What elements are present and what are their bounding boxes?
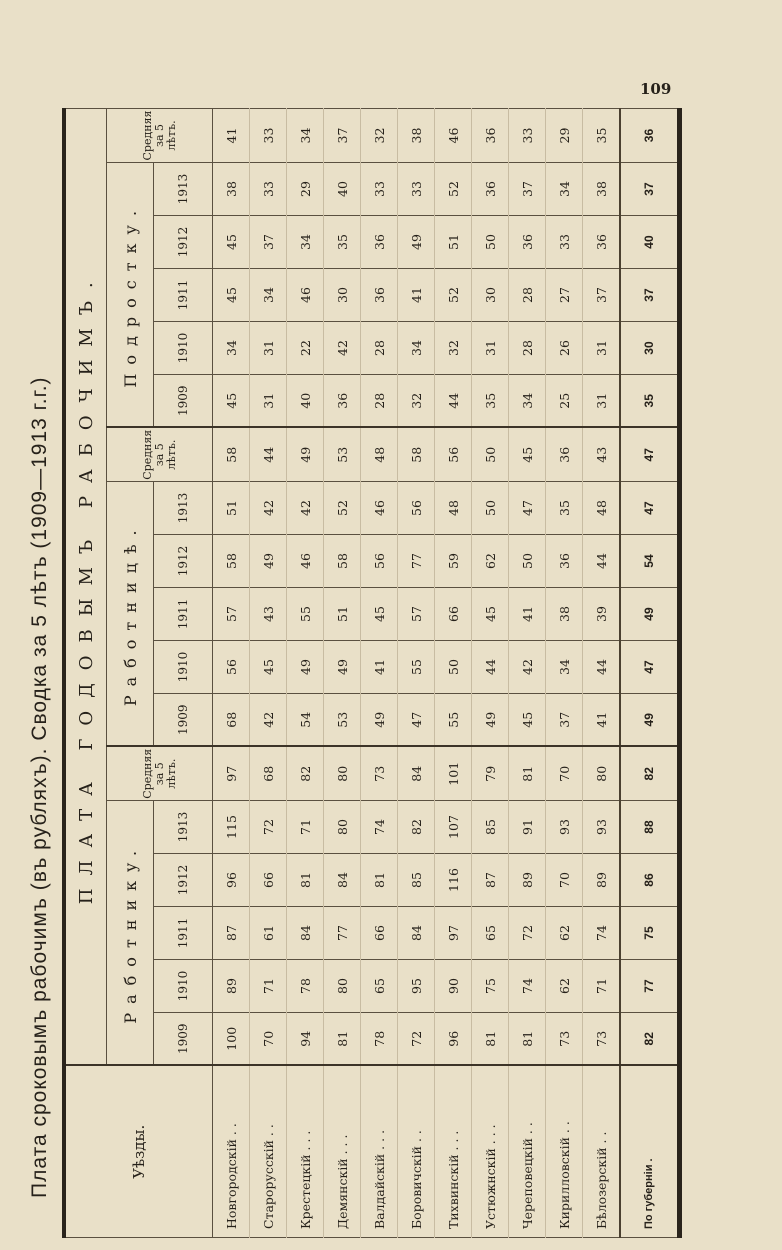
wage-cell: 66	[361, 907, 398, 960]
wage-cell: 46	[361, 482, 398, 535]
wage-cell: 81	[287, 854, 324, 907]
wage-cell: 41	[509, 588, 546, 641]
average-cell: 58	[213, 428, 250, 482]
wage-cell: 36	[361, 216, 398, 269]
wage-cell: 33	[546, 216, 583, 269]
wage-cell: 73	[583, 1013, 621, 1066]
wage-cell: 44	[472, 641, 509, 694]
average-cell: 84	[398, 747, 435, 801]
wage-cell: 49	[361, 694, 398, 747]
wage-cell: 84	[287, 907, 324, 960]
average-cell: 36	[620, 109, 679, 163]
avg-header-female-worker: Средняя за 5 лѣтъ.	[107, 428, 213, 482]
wage-cell: 45	[361, 588, 398, 641]
wage-cell: 87	[213, 907, 250, 960]
wage-cell: 52	[324, 482, 361, 535]
wage-cell: 51	[324, 588, 361, 641]
district-name: Старорусскій . .	[250, 1066, 287, 1238]
district-name: Кирилловскій . .	[546, 1066, 583, 1238]
wage-cell: 40	[324, 163, 361, 216]
wage-cell: 44	[583, 641, 621, 694]
wage-cell: 66	[435, 588, 472, 641]
wage-cell: 34	[213, 322, 250, 375]
wage-cell: 47	[398, 694, 435, 747]
wage-cell: 26	[546, 322, 583, 375]
wage-cell: 49	[287, 641, 324, 694]
wage-cell: 88	[620, 801, 679, 854]
wage-cell: 49	[250, 535, 287, 588]
average-cell: 46	[435, 109, 472, 163]
wage-cell: 82	[620, 1013, 679, 1066]
wage-cell: 41	[361, 641, 398, 694]
wage-cell: 52	[435, 269, 472, 322]
wage-cell: 56	[398, 482, 435, 535]
wage-cell: 37	[583, 269, 621, 322]
wage-cell: 50	[509, 535, 546, 588]
table-row	[250, 109, 287, 1238]
year-header: 1911	[154, 269, 213, 322]
wage-cell: 85	[398, 854, 435, 907]
wage-cell: 30	[620, 322, 679, 375]
wage-cell: 30	[472, 269, 509, 322]
wage-cell: 34	[546, 641, 583, 694]
wage-cell: 75	[620, 907, 679, 960]
wage-cell: 65	[361, 960, 398, 1013]
table-row	[361, 109, 398, 1238]
average-cell: 58	[398, 428, 435, 482]
wage-cell: 51	[213, 482, 250, 535]
wage-cell: 42	[287, 482, 324, 535]
district-name: Устюжнскій . . .	[472, 1066, 509, 1238]
main-header: ПЛАТА ГОДОВЫМЪ РАБОЧИМЪ.	[64, 109, 107, 1066]
wage-cell: 96	[213, 854, 250, 907]
wage-cell: 31	[583, 375, 621, 428]
year-header: 1909	[154, 375, 213, 428]
wage-cell: 45	[213, 375, 250, 428]
average-cell: 81	[509, 747, 546, 801]
wage-cell: 54	[620, 535, 679, 588]
wage-cell: 50	[435, 641, 472, 694]
wage-cell: 87	[472, 854, 509, 907]
wage-cell: 37	[620, 269, 679, 322]
district-name: Тихвинскій . . .	[435, 1066, 472, 1238]
wage-cell: 80	[324, 960, 361, 1013]
wage-cell: 81	[324, 1013, 361, 1066]
wage-cell: 49	[324, 641, 361, 694]
wage-cell: 31	[472, 322, 509, 375]
wage-cell: 44	[583, 535, 621, 588]
wage-cell: 72	[398, 1013, 435, 1066]
average-cell: 73	[361, 747, 398, 801]
wage-cell: 28	[509, 322, 546, 375]
wage-cell: 48	[583, 482, 621, 535]
average-cell: 45	[509, 428, 546, 482]
average-cell: 34	[287, 109, 324, 163]
wage-cell: 53	[324, 694, 361, 747]
wage-cell: 71	[250, 960, 287, 1013]
wage-cell: 57	[398, 588, 435, 641]
wage-cell: 46	[287, 269, 324, 322]
wage-cell: 34	[398, 322, 435, 375]
wage-cell: 38	[546, 588, 583, 641]
wage-cell: 56	[213, 641, 250, 694]
district-name: Крестецкій . . .	[287, 1066, 324, 1238]
group-header-adolescent: Подростку.	[107, 163, 154, 428]
wage-cell: 36	[546, 535, 583, 588]
district-name: Череповецкій . .	[509, 1066, 546, 1238]
wage-cell: 36	[324, 375, 361, 428]
wage-cell: 46	[287, 535, 324, 588]
wage-cell: 58	[324, 535, 361, 588]
wage-cell: 89	[583, 854, 621, 907]
wage-cell: 34	[509, 375, 546, 428]
district-name: Демянскій . . .	[324, 1066, 361, 1238]
wage-cell: 70	[546, 854, 583, 907]
wage-cell: 59	[435, 535, 472, 588]
wage-cell: 116	[435, 854, 472, 907]
average-cell: 44	[250, 428, 287, 482]
table-row	[435, 109, 472, 1238]
wage-cell: 74	[509, 960, 546, 1013]
average-cell: 32	[361, 109, 398, 163]
wage-cell: 78	[361, 1013, 398, 1066]
wage-cell: 71	[287, 801, 324, 854]
wage-table-container	[62, 110, 682, 1238]
wage-cell: 28	[361, 375, 398, 428]
wage-cell: 93	[546, 801, 583, 854]
average-cell: 50	[472, 428, 509, 482]
average-cell: 36	[546, 428, 583, 482]
wage-cell: 31	[250, 322, 287, 375]
average-cell: 80	[583, 747, 621, 801]
wage-cell: 57	[213, 588, 250, 641]
wage-cell: 42	[509, 641, 546, 694]
table-title: Плата сроковымъ рабочимъ (въ рубляхъ). Сводка за 5 лѣтъ (1909—1913 г.г.)	[28, 376, 51, 1198]
wage-cell: 61	[250, 907, 287, 960]
average-cell: 70	[546, 747, 583, 801]
wage-cell: 50	[472, 216, 509, 269]
wage-cell: 40	[287, 375, 324, 428]
wage-cell: 38	[213, 163, 250, 216]
table-row	[324, 109, 361, 1238]
avg-header-adolescent: Средняя за 5 лѣтъ.	[107, 109, 213, 163]
uezd-header: Уѣзды.	[64, 1066, 213, 1238]
wage-cell: 71	[583, 960, 621, 1013]
table-row	[472, 109, 509, 1238]
year-header: 1913	[154, 801, 213, 854]
average-cell: 37	[324, 109, 361, 163]
average-cell: 80	[324, 747, 361, 801]
wage-cell: 49	[620, 694, 679, 747]
wage-cell: 32	[398, 375, 435, 428]
wage-cell: 86	[620, 854, 679, 907]
wage-cell: 94	[287, 1013, 324, 1066]
district-name: Валдайскій . . .	[361, 1066, 398, 1238]
year-header: 1909	[154, 694, 213, 747]
wage-cell: 62	[472, 535, 509, 588]
wage-cell: 33	[361, 163, 398, 216]
wage-cell: 44	[435, 375, 472, 428]
wage-cell: 58	[213, 535, 250, 588]
year-header: 1912	[154, 535, 213, 588]
average-cell: 97	[213, 747, 250, 801]
wage-cell: 28	[509, 269, 546, 322]
average-cell: 36	[472, 109, 509, 163]
wage-cell: 42	[250, 694, 287, 747]
wage-table	[62, 108, 682, 1238]
wage-cell: 39	[583, 588, 621, 641]
wage-cell: 36	[472, 163, 509, 216]
wage-cell: 51	[435, 216, 472, 269]
total-label: По губерніи .	[620, 1066, 679, 1238]
wage-cell: 66	[250, 854, 287, 907]
wage-cell: 68	[213, 694, 250, 747]
year-header: 1911	[154, 588, 213, 641]
wage-cell: 77	[398, 535, 435, 588]
year-header: 1912	[154, 854, 213, 907]
wage-cell: 93	[583, 801, 621, 854]
wage-cell: 52	[435, 163, 472, 216]
wage-cell: 22	[287, 322, 324, 375]
wage-cell: 81	[361, 854, 398, 907]
wage-cell: 38	[583, 163, 621, 216]
table-row	[398, 109, 435, 1238]
year-header: 1910	[154, 641, 213, 694]
year-header: 1913	[154, 482, 213, 535]
wage-cell: 33	[398, 163, 435, 216]
wage-cell: 47	[509, 482, 546, 535]
average-cell: 43	[583, 428, 621, 482]
page-number: 109	[640, 80, 672, 98]
avg-header-worker: Средняя за 5 лѣтъ.	[107, 747, 213, 801]
wage-cell: 34	[250, 269, 287, 322]
wage-cell: 32	[435, 322, 472, 375]
wage-cell: 72	[509, 907, 546, 960]
wage-cell: 75	[472, 960, 509, 1013]
wage-cell: 84	[398, 907, 435, 960]
year-header: 1910	[154, 322, 213, 375]
wage-cell: 50	[472, 482, 509, 535]
wage-cell: 77	[324, 907, 361, 960]
table-row	[213, 109, 250, 1238]
wage-cell: 97	[435, 907, 472, 960]
wage-cell: 100	[213, 1013, 250, 1066]
wage-cell: 55	[435, 694, 472, 747]
wage-cell: 37	[250, 216, 287, 269]
year-header: 1909	[154, 1013, 213, 1066]
average-cell: 48	[361, 428, 398, 482]
average-cell: 38	[398, 109, 435, 163]
wage-cell: 47	[620, 641, 679, 694]
average-cell: 68	[250, 747, 287, 801]
group-header-female-worker: Работницѣ.	[107, 482, 154, 747]
wage-cell: 73	[546, 1013, 583, 1066]
wage-cell: 43	[250, 588, 287, 641]
wage-cell: 45	[472, 588, 509, 641]
average-cell: 82	[287, 747, 324, 801]
wage-cell: 74	[583, 907, 621, 960]
wage-cell: 36	[583, 216, 621, 269]
wage-cell: 74	[361, 801, 398, 854]
wage-cell: 31	[583, 322, 621, 375]
wage-cell: 36	[361, 269, 398, 322]
average-cell: 47	[620, 428, 679, 482]
group-header-worker: Работникy.	[107, 801, 154, 1066]
wage-cell: 49	[398, 216, 435, 269]
wage-cell: 62	[546, 907, 583, 960]
wage-cell: 25	[546, 375, 583, 428]
wage-cell: 31	[250, 375, 287, 428]
wage-cell: 34	[287, 216, 324, 269]
year-header: 1913	[154, 163, 213, 216]
wage-cell: 84	[324, 854, 361, 907]
wage-cell: 45	[509, 694, 546, 747]
table-body	[213, 109, 680, 1238]
wage-cell: 56	[361, 535, 398, 588]
wage-cell: 90	[435, 960, 472, 1013]
year-header: 1911	[154, 907, 213, 960]
wage-cell: 78	[287, 960, 324, 1013]
average-cell: 29	[546, 109, 583, 163]
wage-cell: 45	[213, 269, 250, 322]
wage-cell: 62	[546, 960, 583, 1013]
wage-cell: 29	[287, 163, 324, 216]
wage-cell: 28	[361, 322, 398, 375]
wage-cell: 89	[509, 854, 546, 907]
wage-cell: 49	[472, 694, 509, 747]
wage-cell: 37	[509, 163, 546, 216]
wage-cell: 96	[435, 1013, 472, 1066]
wage-cell: 115	[213, 801, 250, 854]
average-cell: 35	[583, 109, 621, 163]
wage-cell: 91	[509, 801, 546, 854]
average-cell: 53	[324, 428, 361, 482]
year-header: 1912	[154, 216, 213, 269]
wage-cell: 42	[250, 482, 287, 535]
average-cell: 101	[435, 747, 472, 801]
wage-cell: 40	[620, 216, 679, 269]
average-cell: 82	[620, 747, 679, 801]
wage-cell: 36	[509, 216, 546, 269]
district-name: Боровичскій . .	[398, 1066, 435, 1238]
wage-cell: 55	[287, 588, 324, 641]
year-header: 1910	[154, 960, 213, 1013]
wage-cell: 89	[213, 960, 250, 1013]
wage-cell: 81	[509, 1013, 546, 1066]
wage-cell: 77	[620, 960, 679, 1013]
wage-cell: 81	[472, 1013, 509, 1066]
wage-cell: 82	[398, 801, 435, 854]
wage-cell: 27	[546, 269, 583, 322]
wage-cell: 35	[324, 216, 361, 269]
wage-cell: 45	[250, 641, 287, 694]
wage-cell: 33	[250, 163, 287, 216]
wage-cell: 42	[324, 322, 361, 375]
table-row	[546, 109, 583, 1238]
wage-cell: 72	[250, 801, 287, 854]
wage-cell: 41	[398, 269, 435, 322]
wage-cell: 54	[287, 694, 324, 747]
average-cell: 79	[472, 747, 509, 801]
wage-cell: 65	[472, 907, 509, 960]
total-row	[620, 109, 679, 1238]
average-cell: 49	[287, 428, 324, 482]
wage-cell: 47	[620, 482, 679, 535]
wage-cell: 95	[398, 960, 435, 1013]
wage-cell: 35	[546, 482, 583, 535]
table-row	[583, 109, 621, 1238]
wage-cell: 35	[472, 375, 509, 428]
wage-cell: 85	[472, 801, 509, 854]
wage-cell: 55	[398, 641, 435, 694]
wage-cell: 70	[250, 1013, 287, 1066]
average-cell: 56	[435, 428, 472, 482]
district-name: Новгородскій . .	[213, 1066, 250, 1238]
wage-cell: 41	[583, 694, 621, 747]
wage-cell: 37	[546, 694, 583, 747]
wage-cell: 35	[620, 375, 679, 428]
average-cell: 33	[250, 109, 287, 163]
wage-cell: 45	[213, 216, 250, 269]
table-row	[509, 109, 546, 1238]
wage-cell: 37	[620, 163, 679, 216]
wage-cell: 34	[546, 163, 583, 216]
wage-cell: 80	[324, 801, 361, 854]
table-row	[287, 109, 324, 1238]
wage-cell: 48	[435, 482, 472, 535]
district-name: Бѣлозерскій . .	[583, 1066, 621, 1238]
wage-cell: 49	[620, 588, 679, 641]
wage-cell: 107	[435, 801, 472, 854]
wage-cell: 30	[324, 269, 361, 322]
average-cell: 41	[213, 109, 250, 163]
average-cell: 33	[509, 109, 546, 163]
